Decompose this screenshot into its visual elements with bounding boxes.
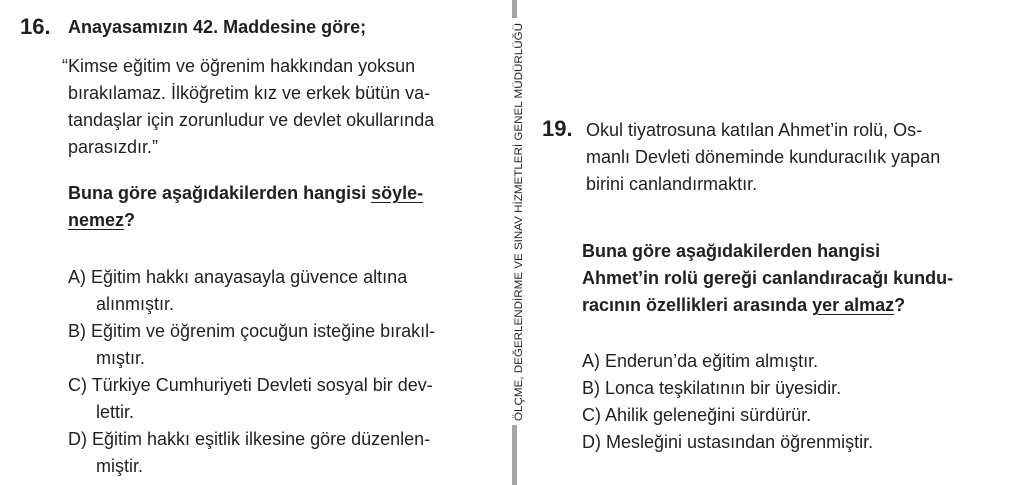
question-19-intro-line-2: manlı Devleti döneminde kunduracılık yapan: [586, 147, 941, 167]
question-16-option-d[interactable]: [68, 426, 430, 453]
question-16-quote-line-4: parasızdır.”: [68, 137, 159, 157]
option-text: Eğitim hakkı anayasayla güvence altına: [91, 267, 408, 287]
option-text: Eğitim ve öğrenim çocuğun isteğine bırakıl-: [91, 321, 436, 341]
question-19-intro-line-1: Okul tiyatrosuna katılan Ahmet’in rolü, Os-: [586, 120, 923, 140]
question-16-stem-suffix: ?: [124, 210, 136, 230]
question-16-stem-line-1: [68, 180, 423, 207]
question-16-option-a-cont: alınmıştır.: [96, 294, 175, 314]
option-label: D): [582, 432, 601, 452]
question-16-option-c[interactable]: [68, 372, 433, 399]
column-divider-top: [512, 0, 517, 18]
question-16-option-d-cont: miştir.: [96, 456, 143, 476]
question-16-quote-line-3: tandaşlar için zorunludur ve devlet okullarında: [68, 110, 435, 130]
question-19-stem-emphasis: yer almaz: [812, 295, 895, 315]
question-19-stem-suffix: ?: [894, 295, 906, 315]
option-label: A): [582, 351, 600, 371]
question-19-stem-line-3: [582, 292, 905, 319]
option-label: C): [68, 375, 87, 395]
question-16-option-a[interactable]: [68, 264, 407, 291]
option-label: B): [582, 378, 600, 398]
option-label: B): [68, 321, 86, 341]
option-text: Lonca teşkilatının bir üyesidir.: [605, 378, 842, 398]
question-19-stem-line-1: Buna göre aşağıdakilerden hangisi: [582, 241, 881, 261]
sidebar-vertical-text: [502, 21, 532, 421]
column-divider: [512, 425, 517, 485]
question-19-option-a[interactable]: [582, 348, 818, 375]
question-19-option-d[interactable]: [582, 429, 873, 456]
question-16-number: 16.: [20, 14, 51, 39]
option-label: D): [68, 429, 87, 449]
option-label: C): [582, 405, 601, 425]
question-16-stem-text: Buna göre aşağıdakilerden hangisi: [68, 183, 372, 203]
option-label: A): [68, 267, 86, 287]
question-19-option-b[interactable]: [582, 375, 841, 402]
option-text: Ahilik geleneğini sürdürür.: [605, 405, 812, 425]
question-19-number: 19.: [542, 116, 573, 141]
question-16-option-b[interactable]: [68, 318, 435, 345]
sidebar-text: ÖLÇME, DEĞERLENDİRME VE SINAV HİZMETLERİ GENEL MÜDÜRLÜĞÜ: [513, 43, 525, 421]
question-16-stem-emphasis-2: nemez: [68, 210, 125, 230]
option-text: Mesleğini ustasından öğrenmiştir.: [606, 432, 874, 452]
option-text: Enderun’da eğitim almıştır.: [605, 351, 819, 371]
option-text: Eğitim hakkı eşitlik ilkesine göre düzenlen-: [92, 429, 431, 449]
question-19-intro-line-3: birini canlandırmaktır.: [586, 174, 758, 194]
question-19-stem-text: racının özellikleri arasında: [582, 295, 813, 315]
question-16-title: Anayasamızın 42. Maddesine göre;: [68, 17, 367, 37]
question-16-quote-line-2: bırakılamaz. İlköğretim kız ve erkek bütün va-: [68, 83, 431, 103]
question-19-stem-line-2: Ahmet’in rolü gereği canlandıracağı kundu-: [582, 268, 954, 288]
question-16-option-b-cont: mıştır.: [96, 348, 145, 368]
option-text: Türkiye Cumhuriyeti Devleti sosyal bir dev-: [91, 375, 433, 395]
question-19-option-c[interactable]: [582, 402, 811, 429]
question-16-stem-line-2: [68, 207, 135, 234]
question-16-quote-line-1: “Kimse eğitim ve öğrenim hakkından yoksun: [62, 56, 416, 76]
question-16-stem-emphasis-1: söyle-: [371, 183, 424, 203]
question-16-option-c-cont: lettir.: [96, 402, 135, 422]
